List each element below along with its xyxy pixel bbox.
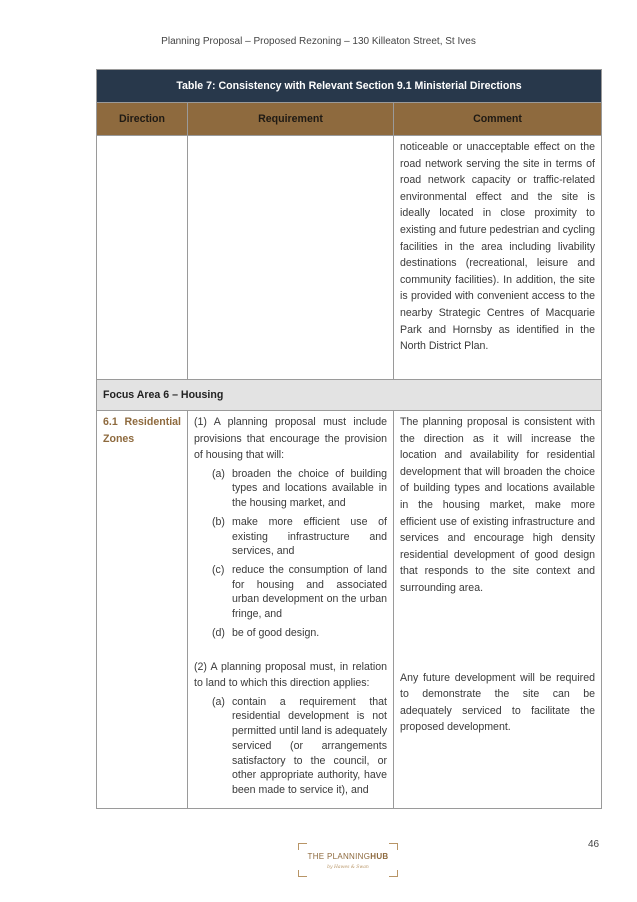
direction-label-line2: Zones: [103, 433, 135, 445]
continued-requirement-cell: [188, 136, 394, 380]
logo-bracket-icon: [389, 870, 398, 877]
section-heading: Focus Area 6 – Housing: [97, 380, 602, 411]
list-item: (a) broaden the choice of building types and locations available in the housing market, and: [212, 467, 387, 510]
section-row: [97, 380, 602, 411]
logo-bracket-icon: [298, 843, 307, 850]
planning-hub-logo: [298, 843, 398, 877]
requirement-2-intro: (2) A planning proposal must, in relation to land to which this direction applies:: [194, 660, 387, 690]
requirement-2-list: [194, 695, 387, 798]
continued-direction-cell: [97, 136, 188, 380]
requirement-1-intro: (1) A planning proposal must include provisions that encourage the provision of housing that will:: [194, 416, 387, 462]
continued-comment-cell: noticeable or unacceptable effect on the road network serving the site in terms of road network capacity or traffic-related environmental effect and the site is ideally located in close proximity to existing and future pedestrian and cycling facilities in the area including livability destinations (recreational, leisure and community facilities). In addition, the site is provided with convenient access to the nearby Strategic Centres of Macquarie Park and Hornsby as identified in the North District Plan.: [394, 136, 602, 380]
page-header: Planning Proposal – Proposed Rezoning – 130 Killeaton Street, St Ives: [161, 36, 476, 47]
comment-1: The planning proposal is consistent with the direction as it will increase the location and availability for residential development that will broaden the choice of building types and locations available in the housing market, make more efficient use of existing infrastructure and services and encourage high density residential development of good design that responds to the site context and surrounding area.: [400, 416, 595, 594]
logo-bracket-icon: [389, 843, 398, 850]
column-header-requirement: Requirement: [188, 103, 394, 136]
direction-label-line1: 6.1 Residential: [103, 416, 181, 428]
list-item: (c) reduce the consumption of land for housing and associated urban development on the urban fringe, and: [212, 564, 387, 621]
requirement-cell: [188, 411, 394, 809]
requirement-1-list: [194, 467, 387, 641]
table-header-row: [97, 103, 602, 136]
logo-bracket-icon: [298, 870, 307, 877]
list-item: (a) contain a requirement that residential development is not permitted until land is adequately serviced (or arrangements satisfactory to the council, or other appropriate authority, have been made to service it), and: [212, 695, 387, 796]
direction-cell: [97, 411, 188, 809]
list-item: (d) be of good design.: [212, 626, 320, 639]
logo-tagline: by Hawes & Swan: [327, 865, 369, 870]
page-number: 46: [588, 839, 600, 850]
column-header-direction: Direction: [97, 103, 188, 136]
table-row-6-1: [97, 411, 602, 809]
column-header-comment: Comment: [394, 103, 602, 136]
table-row-continued: [97, 136, 602, 380]
logo-wordmark: THE PLANNINGHUB: [307, 852, 389, 861]
ministerial-directions-table: [96, 69, 602, 809]
comment-2: Any future development will be required to demonstrate the site can be adequately serviced to facilitate the proposed development.: [400, 671, 595, 734]
table-title: Table 7: Consistency with Relevant Section 9.1 Ministerial Directions: [97, 70, 602, 103]
list-item: (b) make more efficient use of existing infrastructure and services, and: [212, 515, 387, 558]
comment-cell: [394, 411, 602, 809]
table-title-row: [97, 70, 602, 103]
